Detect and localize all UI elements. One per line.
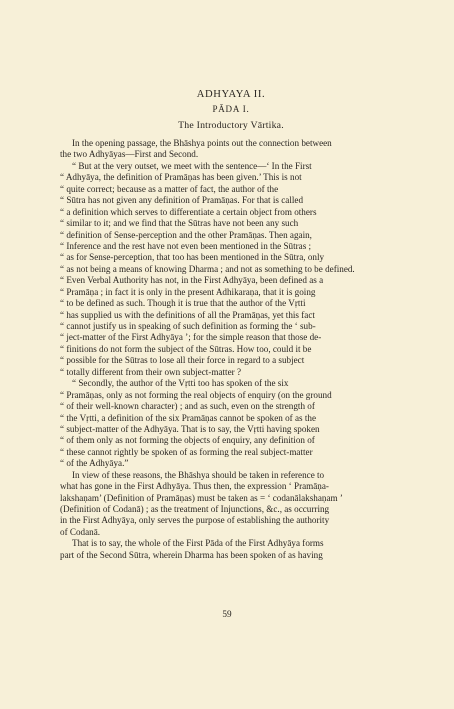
text-line: “ But at the very outset, we meet with the sentence—‘ In the First bbox=[72, 160, 312, 171]
text-line: That is to say, the whole of the First Pāda of the First Adhyāya forms bbox=[72, 538, 324, 549]
text-line: “ finitions do not form the subject of the Sūtras. How too, could it be bbox=[60, 343, 312, 354]
text-line: “ the Vṛtti, a definition of the six Pramāṇas cannot be spoken of as the bbox=[60, 412, 317, 423]
text-line: of Codanā. bbox=[60, 526, 101, 537]
text-line: (Definition of Codanā) ; as the treatment of Injunctions, &c., as occurring bbox=[60, 504, 330, 514]
text-line: In the opening passage, the Bhāshya points out the connection between bbox=[72, 138, 332, 148]
text-line: “ ject-matter of the First Adhyāya ’; for the simple reason that those de- bbox=[60, 332, 322, 343]
text-line: “ of them only as not forming the objects of enquiry, any definition of bbox=[60, 435, 315, 446]
text-line: “ Adhyāya, the definition of Pramāṇas has been given.’ This is not bbox=[60, 172, 302, 183]
text-line: In view of these reasons, the Bhāshya should be taken in reference to bbox=[72, 469, 325, 480]
text-line: “ possible for the Sūtras to lose all their force in regard to a subject bbox=[60, 355, 305, 366]
text-line: “ a definition which serves to differentiate a certain object from others bbox=[60, 206, 317, 217]
body-text bbox=[60, 138, 402, 561]
text-line: “ to be defined as such. Though it is true that the author of the Vṛtti bbox=[60, 298, 306, 309]
text-line: in the First Adhyāya, only serves the purpose of establishing the authority bbox=[60, 515, 330, 526]
text-line: “ as not being a means of knowing Dharma ; and not as something to be defined. bbox=[60, 263, 355, 274]
chapter-heading: ADHYAYA II. bbox=[196, 89, 266, 100]
text-line: “ Pramāṇas, only as not forming the real objects of enquiry (on the ground bbox=[60, 389, 332, 400]
text-line: “ of their well-known character) ; and as such, even on the strength of bbox=[60, 401, 315, 412]
text-line: “ as for Sense-perception, that too has been mentioned in the Sūtra, only bbox=[60, 252, 325, 263]
text-line: part of the Second Sūtra, wherein Dharma has been spoken of as having bbox=[60, 549, 323, 560]
text-line: “ quite correct; because as a matter of fact, the author of the bbox=[60, 183, 279, 194]
text-line: “ these cannot rightly be spoken of as forming the real subject-matter bbox=[60, 446, 313, 457]
text-line: what has gone in the First Adhyāya. Thus then, the expression ‘ Pramāṇa- bbox=[60, 481, 329, 492]
text-line: “ Even Verbal Authority has not, in the First Adhyāya, been defined as a bbox=[60, 275, 324, 286]
text-line: “ Inference and the rest have not even been mentioned in the Sūtras ; bbox=[60, 240, 312, 251]
section-heading: PĀDA I. bbox=[212, 104, 250, 114]
text-line: “ Secondly, the author of the Vṛtti too has spoken of the six bbox=[72, 378, 289, 389]
text-line: “ subject-matter of the Adhyāya. That is to say, the Vṛtti having spoken bbox=[60, 423, 320, 434]
text-line: “ of the Adhyāya.” bbox=[60, 458, 129, 469]
text-line: “ totally different from their own subject-matter ? bbox=[60, 366, 241, 377]
text-line: “ Pramāṇa ; in fact it is only in the present Adhikaraṇa, that it is going bbox=[60, 286, 316, 297]
page-number: 59 bbox=[222, 609, 232, 619]
text-line: the two Adhyāyas—First and Second. bbox=[60, 149, 199, 160]
text-line: “ cannot justify us in speaking of such definition as forming the ‘ sub- bbox=[60, 321, 316, 331]
text-line: “ has supplied us with the definitions of all the Pramāṇas, yet this fact bbox=[60, 309, 315, 320]
text-line: “ similar to it; and we find that the Sūtras have not been any such bbox=[60, 218, 299, 229]
text-line: lakshaṇam’ (Definition of Pramāṇas) must be taken as = ‘ codanālakshaṇam ’ bbox=[60, 492, 343, 503]
text-line: “ definition of Sense-perception and the other Pramāṇas. Then again, bbox=[60, 229, 312, 240]
subtitle: The Introductory Vārtika. bbox=[178, 120, 284, 131]
text-line: “ Sūtra has not given any definition of Pramāṇas. For that is called bbox=[60, 195, 304, 206]
